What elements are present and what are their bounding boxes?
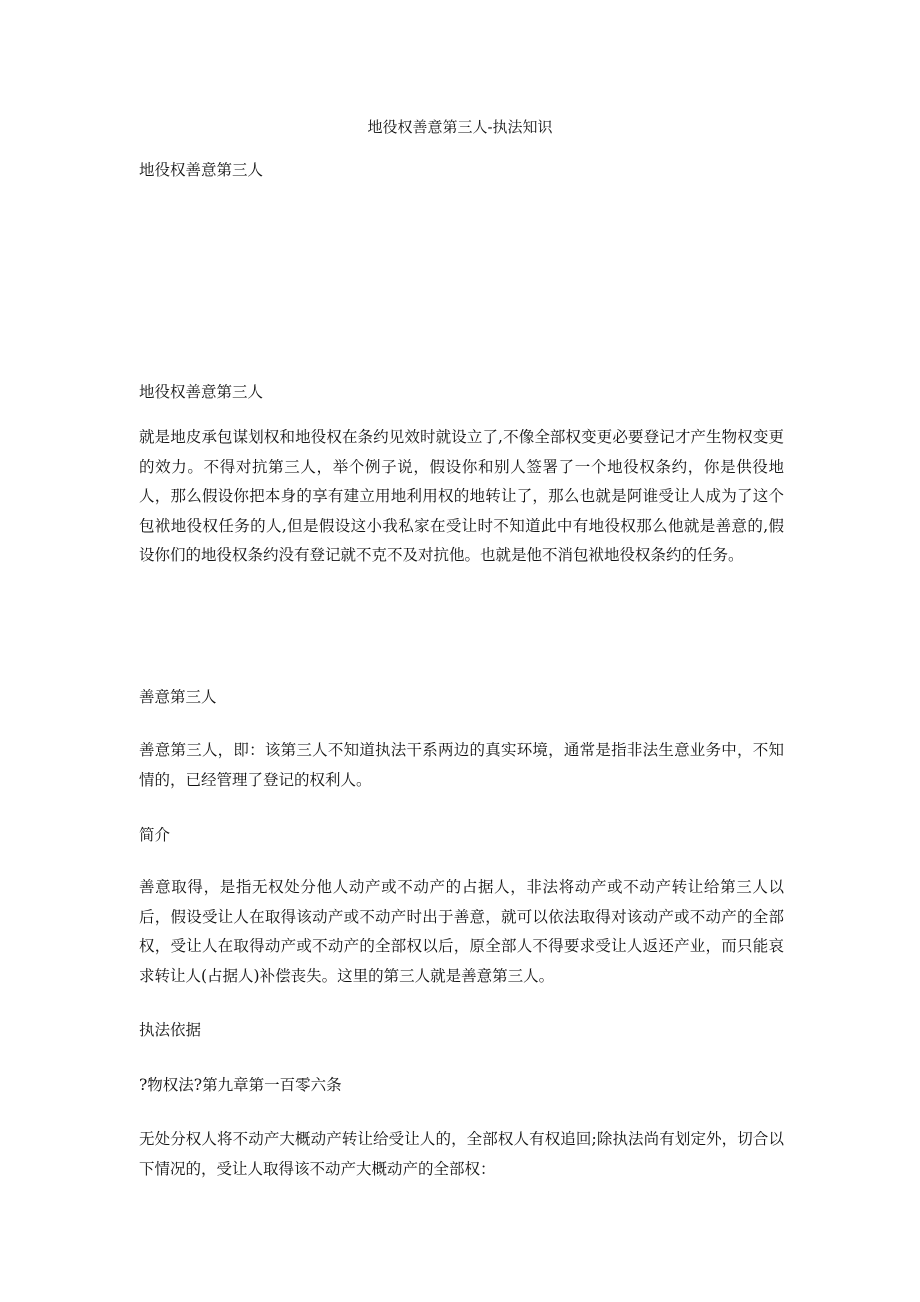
blank-image-area	[139, 200, 784, 350]
section-heading-intro: 简介	[139, 826, 171, 844]
section-heading-legal-basis: 执法依据	[139, 1021, 202, 1039]
paragraph-easement: 就是地皮承包谋划权和地役权在条约见效时就设立了,不像全部权变更必要登记才产生物权变更的效力。不得对抗第三人，举个例子说，假设你和别人签署了一个地役权条约，你是供役地人，那么假设你把本身的享有建立用地利用权的地转让了，那么也就是阿谁受让人成为了这个包袱地役权任务的人,但是假设这小我私家在受让时不知道此中有地役权那么他就是善意的,假设你们的地役权条约没有登记就不克不及对抗他。也就是他不消包袱地役权条约的任务。	[139, 428, 784, 564]
paragraph-good-faith: 善意第三人，即：该第三人不知道执法干系两边的真实环境，通常是指非法生意业务中，不知情的，已经管理了登记的权利人。	[139, 741, 784, 789]
subtitle: 地役权善意第三人	[139, 161, 264, 179]
law-reference: ?物权法?第九章第一百零六条	[139, 1076, 342, 1094]
section-heading-good-faith: 善意第三人	[139, 688, 217, 706]
paragraph-law: 无处分权人将不动产大概动产转让给受让人的，全部权人有权追回;除执法尚有划定外，切合以下情况的，受让人取得该不动产大概动产的全部权：	[139, 1130, 784, 1178]
document-title: 地役权善意第三人-执法知识	[367, 118, 553, 136]
section-heading: 地役权善意第三人	[139, 383, 264, 401]
paragraph-intro: 善意取得，是指无权处分他人动产或不动产的占据人，非法将动产或不动产转让给第三人以后，假设受让人在取得该动产或不动产时出于善意，就可以依法取得对该动产或不动产的全部权，受让人在取得动产或不动产的全部权以后，原全部人不得要求受让人返还产业，而只能哀求转让人(占据人)补偿丧失。这里的第三人就是善意第三人。	[139, 878, 784, 985]
